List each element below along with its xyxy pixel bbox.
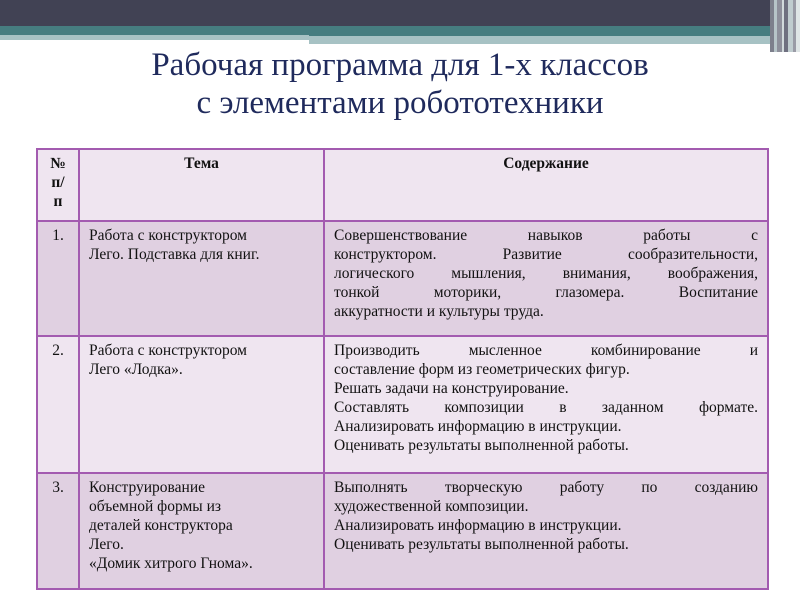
topic-line: Лего. <box>89 536 124 553</box>
header-band-light-right <box>309 36 800 44</box>
table-row <box>37 473 768 589</box>
row-content <box>324 336 768 473</box>
row-content <box>324 221 768 336</box>
header-num-line: № <box>50 155 66 172</box>
content-line: художественной композиции. <box>334 498 529 515</box>
title-line-1: Рабочая программа для 1-х классов <box>151 47 649 83</box>
header-num-line: п/ <box>51 174 65 191</box>
content-line: Оценивать результаты выполненной работы. <box>334 536 629 553</box>
content-line: логического мышления, внимания, воображения, <box>334 265 758 282</box>
header-num <box>37 149 79 221</box>
row-topic <box>79 221 324 336</box>
row-num: 1. <box>37 221 79 336</box>
row-content <box>324 473 768 589</box>
topic-line: Работа с конструктором <box>89 342 247 359</box>
content-line: Составлять композиции в заданном формате. <box>334 399 758 416</box>
header-band-light <box>0 35 309 40</box>
content-line: Совершенствование навыков работы с <box>334 227 758 244</box>
topic-line: Лего «Лодка». <box>89 361 183 378</box>
topic-line: Конструирование <box>89 479 206 496</box>
topic-line: объемной формы из <box>89 498 221 515</box>
content-line: Решать задачи на конструирование. <box>334 380 569 397</box>
content-line: аккуратности и культуры труда. <box>334 303 544 320</box>
content-line: Оценивать результаты выполненной работы. <box>334 437 629 454</box>
topic-line: Работа с конструктором <box>89 227 247 244</box>
topic-line: Лего. Подставка для книг. <box>89 246 260 263</box>
content-line: Анализировать информацию в инструкции. <box>334 418 622 435</box>
content-line: Производить мысленное комбинирование и <box>334 342 758 359</box>
row-num: 2. <box>37 336 79 473</box>
header-topic: Тема <box>79 149 324 221</box>
row-num: 3. <box>37 473 79 589</box>
header-band-dark <box>0 0 800 26</box>
program-table <box>36 148 769 590</box>
slide-title <box>0 46 800 122</box>
title-line-2: с элементами робототехники <box>196 85 604 121</box>
table-row <box>37 336 768 473</box>
table-row <box>37 221 768 336</box>
row-topic <box>79 473 324 589</box>
header-num-line: п <box>53 193 63 210</box>
content-line: Анализировать информацию в инструкции. <box>334 517 622 534</box>
content-line: тонкой моторики, глазомера. Воспитание <box>334 284 758 301</box>
decorative-stripes <box>770 0 800 52</box>
topic-line: «Домик хитрого Гнома». <box>89 555 253 572</box>
content-line: составление форм из геометрических фигур. <box>334 361 630 378</box>
topic-line: деталей конструктора <box>89 517 233 534</box>
row-topic <box>79 336 324 473</box>
content-line: конструктором. Развитие сообразительности, <box>334 246 758 263</box>
header-content: Содержание <box>324 149 768 221</box>
content-line: Выполнять творческую работу по созданию <box>334 479 758 496</box>
table-header-row <box>37 149 768 221</box>
